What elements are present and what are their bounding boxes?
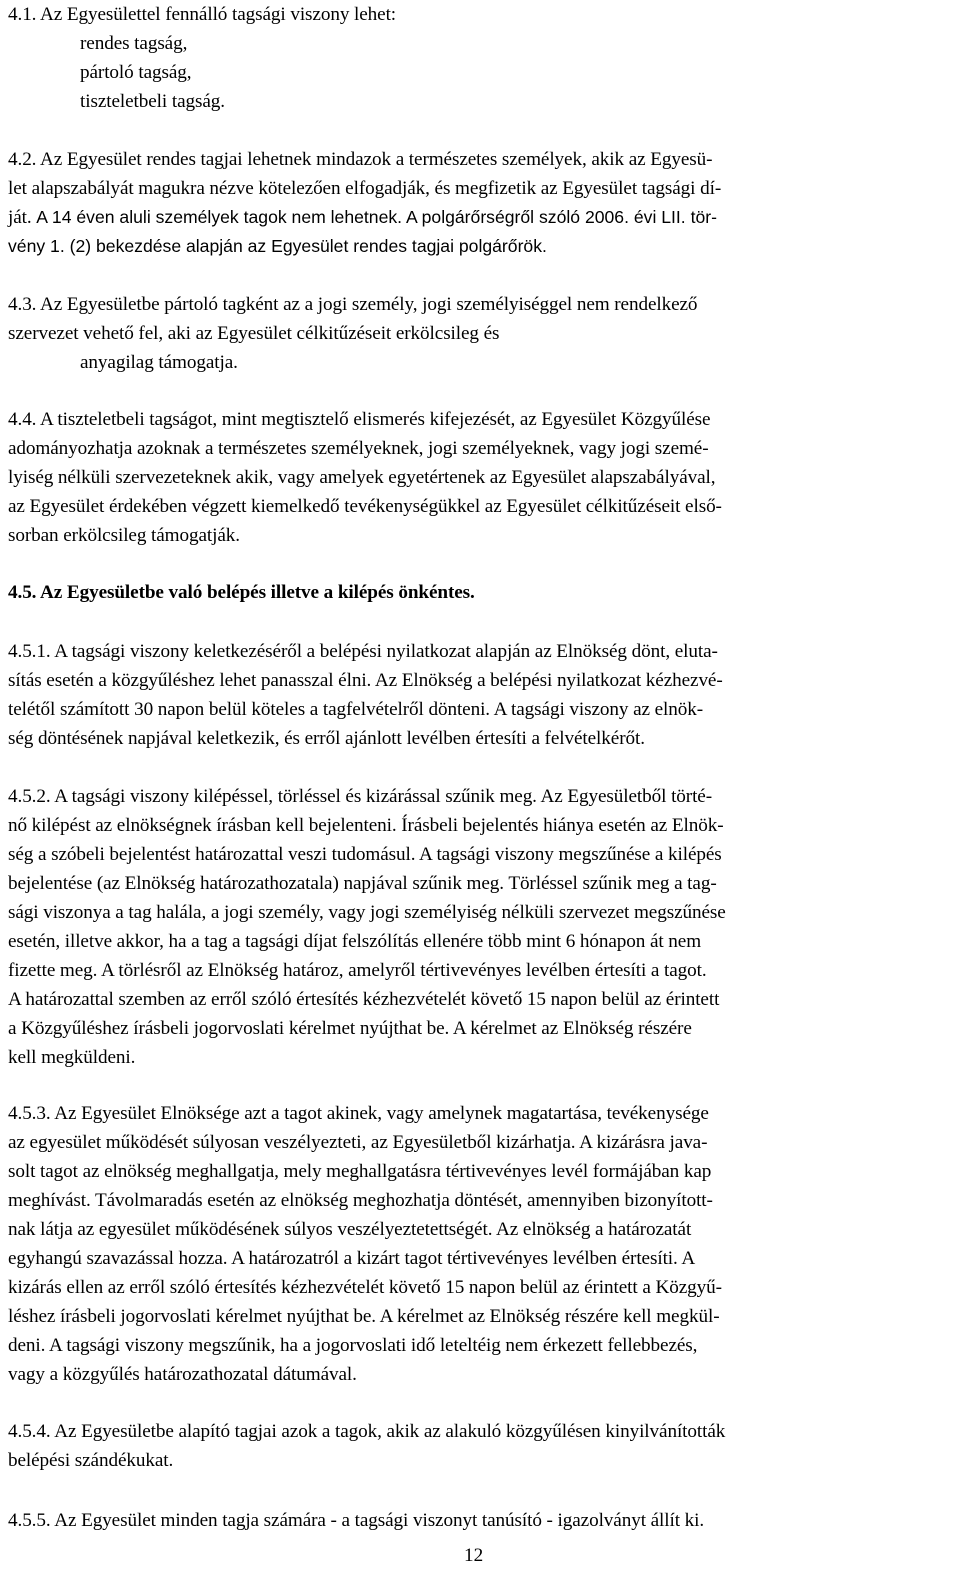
- paragraph-line: A határozattal szemben az erről szóló értesítés kézhezvételét követő 15 napon belül az érintett: [8, 989, 720, 1010]
- section-4-2: [8, 145, 952, 261]
- paragraph-line: esetén, illetve akkor, ha a tag a tagsági díjat felszólítás ellenére több mint 6 hónapon át nem: [8, 931, 702, 952]
- paragraph-line: az Egyesület érdekében végzett kiemelkedő tevékenységükkel az Egyesület célkitűzéseit első-: [8, 496, 722, 517]
- paragraph-line: a Közgyűléshez írásbeli jogorvoslati kérelmet nyújthat be. A kérelmet az Elnökség részére: [8, 1018, 692, 1039]
- paragraph-fragment: ját.: [8, 207, 37, 228]
- paragraph-line: telétől számított 30 napon belül köteles a tagfelvételről dönteni. A tagsági viszony az elnök-: [8, 699, 704, 720]
- paragraph-line: sítás esetén a közgyűléshez lehet panasszal élni. Az Elnökség a belépési nyilatkozat kézhezvé-: [8, 670, 723, 691]
- paragraph-line: 4.5.5. Az Egyesület minden tagja számára - a tagsági viszonyt tanúsító - igazolványt állít ki.: [8, 1510, 705, 1531]
- paragraph-line: sorban erkölcsileg támogatják.: [8, 525, 240, 546]
- paragraph-line: sági viszonya a tag halála, a jogi személy, vagy jogi személyiség nélküli szervezet megszűnése: [8, 902, 726, 923]
- section-4-5-5: [8, 1506, 952, 1535]
- page-number: 12: [464, 1545, 484, 1566]
- list-item: tiszteletbeli tagság.: [80, 91, 225, 112]
- list-item: pártoló tagság,: [80, 62, 192, 83]
- paragraph-line: egyhangú szavazással hozza. A határozatról a kizárt tagot tértivevényes levélben értesíti. A: [8, 1248, 696, 1269]
- section-4-4: [8, 405, 952, 550]
- paragraph-line: vény 1. (2) bekezdése alapján az Egyesület rendes tagjai polgárőrök.: [8, 236, 547, 256]
- section-4-5-2: [8, 782, 952, 1072]
- paragraph-line: 4.5.3. Az Egyesület Elnöksége azt a tagot akinek, vagy amelynek magatartása, tevékenysége: [8, 1103, 709, 1124]
- paragraph-line: meghívást. Távolmaradás esetén az elnökség meghozhatja döntését, amennyiben bizonyított-: [8, 1190, 713, 1211]
- paragraph-fragment: A 14 éven aluli személyek tagok nem lehetnek. A polgárőrségről szóló 2006. évi LII. tör-: [36, 207, 717, 227]
- paragraph-line: let alapszabályát magukra nézve kötelezően elfogadják, és megfizetik az Egyesület tagsági dí-: [8, 178, 722, 199]
- paragraph-line: léshez írásbeli jogorvoslati kérelmet nyújthat be. A kérelmet az Elnökség részére kell megkül-: [8, 1306, 720, 1327]
- section-heading: 4.5. Az Egyesületbe való belépés illetve a kilépés önkéntes.: [8, 582, 475, 603]
- paragraph-line: 4.5.1. A tagsági viszony keletkezéséről a belépési nyilatkozat alapján az Elnökség dönt, eluta-: [8, 641, 718, 662]
- paragraph-line: nak látja az egyesület működésének súlyos veszélyeztetettségét. Az elnökség a határozatát: [8, 1219, 692, 1240]
- paragraph-line: szervezet vehető fel, aki az Egyesület célkitűzéseit erkölcsileg és: [8, 323, 500, 344]
- paragraph-line: ség döntésének napjával keletkezik, és erről ajánlott levélben értesíti a felvételkérőt.: [8, 728, 645, 749]
- paragraph-line: 4.5.4. Az Egyesületbe alapító tagjai azok a tagok, akik az alakuló közgyűlésen kinyilvánították: [8, 1421, 726, 1442]
- paragraph-line: deni. A tagsági viszony megszűnik, ha a jogorvoslati idő leteltéig nem érkezett fellebbezés,: [8, 1335, 698, 1356]
- paragraph-line: 4.5.2. A tagsági viszony kilépéssel, törléssel és kizárással szűnik meg. Az Egyesületből törté-: [8, 786, 713, 807]
- paragraph-line: 4.3. Az Egyesületbe pártoló tagként az a jogi személy, jogi személyiséggel nem rendelkező: [8, 294, 698, 315]
- paragraph-line: bejelentése (az Elnökség határozathozatala) napjával szűnik meg. Törléssel szűnik meg a tag-: [8, 873, 717, 894]
- paragraph-line: ség a szóbeli bejelentést határozattal veszi tudomásul. A tagsági viszony megszűnése a kilépés: [8, 844, 722, 865]
- section-4-1-heading: 4.1. Az Egyesülettel fennálló tagsági viszony lehet:: [8, 4, 397, 25]
- paragraph-line: 4.4. A tiszteletbeli tagságot, mint megtisztelő elismerés kifejezését, az Egyesület Közgyűlése: [8, 409, 711, 430]
- section-4-5: [8, 578, 952, 607]
- paragraph-line: 4.2. Az Egyesület rendes tagjai lehetnek mindazok a természetes személyek, akik az Egyesü-: [8, 149, 713, 170]
- list-item: rendes tagság,: [80, 33, 188, 54]
- paragraph-line: adományozhatja azoknak a természetes személyeknek, jogi személyeknek, vagy jogi szemé-: [8, 438, 709, 459]
- paragraph-line: kell megküldeni.: [8, 1047, 136, 1068]
- section-4-1: [8, 0, 952, 116]
- section-4-3: [8, 290, 952, 377]
- paragraph-line: belépési szándékukat.: [8, 1450, 174, 1471]
- paragraph-line: vagy a közgyűlés határozathozatal dátumával.: [8, 1364, 357, 1385]
- paragraph-line: nő kilépést az elnökségnek írásban kell bejelenteni. Írásbeli bejelentés hiánya esetén az Elnök-: [8, 815, 724, 836]
- paragraph-line: solt tagot az elnökség meghallgatja, mely meghallgatásra tértivevényes levél formájában kap: [8, 1161, 712, 1182]
- paragraph-line: kizárás ellen az erről szóló értesítés kézhezvételét követő 15 napon belül az érintett a Közgyű-: [8, 1277, 722, 1298]
- paragraph-line: fizette meg. A törlésről az Elnökség határoz, amelyről tértivevényes levélben értesíti a tagot.: [8, 960, 707, 981]
- paragraph-line: anyagilag támogatja.: [80, 352, 238, 373]
- paragraph-line: az egyesület működését súlyosan veszélyezteti, az Egyesületből kizárhatja. A kizárásra java-: [8, 1132, 708, 1153]
- section-4-5-4: [8, 1417, 952, 1475]
- paragraph-line: [8, 203, 952, 232]
- section-4-5-3: [8, 1099, 952, 1389]
- section-4-5-1: [8, 637, 952, 753]
- paragraph-line: lyiség nélküli szervezeteknek akik, vagy amelyek egyetértenek az Egyesület alapszabályával,: [8, 467, 716, 488]
